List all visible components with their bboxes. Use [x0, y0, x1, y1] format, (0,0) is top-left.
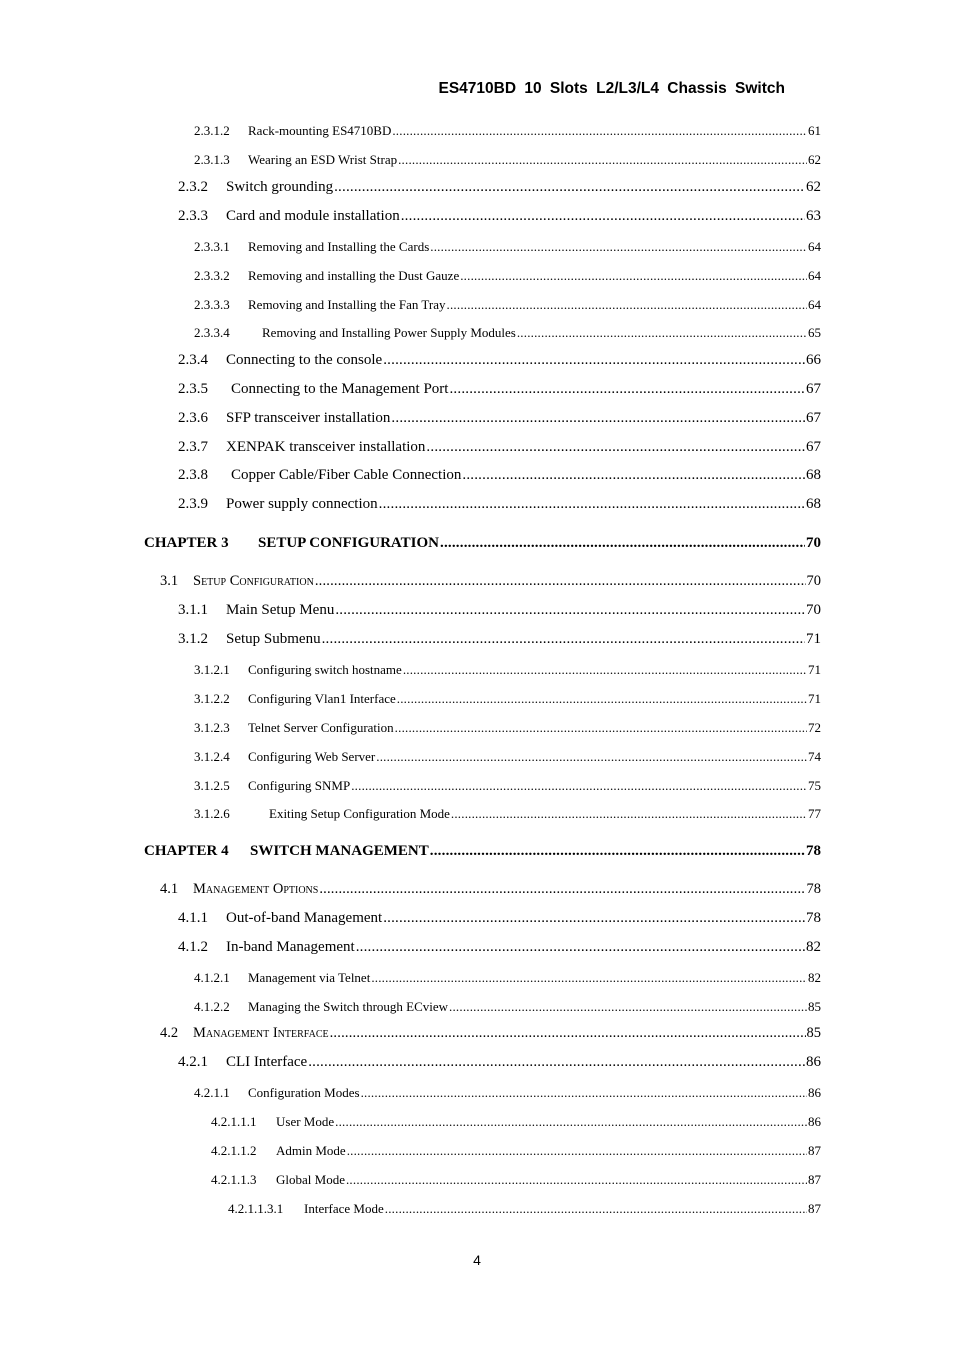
toc-entry-leader-dots [460, 268, 807, 284]
toc-entry[interactable] [211, 1143, 821, 1159]
toc-entry-number: 4.2.1.1.3 [211, 1172, 257, 1187]
toc-entry-leader-dots [451, 806, 807, 822]
toc-entry-page: 78 [806, 843, 821, 859]
toc-entry-page: 67 [806, 410, 821, 426]
toc-entry-leader-dots [462, 467, 805, 484]
toc-entry-page: 87 [808, 1201, 821, 1216]
toc-entry-page: 71 [806, 631, 821, 647]
toc-entry-leader-dots [335, 602, 805, 619]
toc-entry-page: 77 [808, 806, 821, 821]
toc-entry-leader-dots [335, 1114, 807, 1130]
toc-entry-leader-dots [330, 1025, 806, 1042]
toc-entry[interactable] [211, 1172, 821, 1188]
toc-entry-page: 68 [806, 496, 821, 512]
toc-entry-number: 2.3.3.2 [194, 268, 230, 283]
toc-entry-title: SWITCH MANAGEMENT [250, 843, 429, 859]
toc-entry[interactable] [144, 535, 821, 552]
toc-entry-title: Telnet Server Configuration [248, 720, 394, 735]
toc-entry-title: Global Mode [276, 1172, 345, 1187]
toc-entry-title: Removing and installing the Dust Gauze [248, 268, 460, 283]
toc-entry[interactable] [194, 720, 821, 736]
toc-entry-number: 2.3.3.3 [194, 297, 230, 312]
toc-entry-title: Configuring switch hostname [248, 662, 402, 677]
toc-entry-leader-dots [430, 843, 805, 860]
toc-entry-number: 4.1.2.2 [194, 999, 230, 1014]
toc-entry-page: 65 [808, 325, 821, 340]
toc-entry-page: 70 [806, 573, 821, 589]
toc-entry-number: 4.2 [160, 1025, 179, 1041]
toc-entry-title: Removing and Installing Power Supply Modules [262, 325, 516, 340]
toc-entry-leader-dots [395, 720, 807, 736]
toc-entry-title: Configuring SNMP [248, 778, 351, 793]
toc-entry[interactable] [194, 325, 821, 341]
toc-entry[interactable] [194, 691, 821, 707]
toc-entry[interactable] [178, 352, 821, 369]
toc-entry-title: Management Options [193, 881, 319, 897]
toc-entry-page: 63 [806, 208, 821, 224]
toc-entry[interactable] [194, 152, 821, 168]
toc-entry-leader-dots [371, 970, 807, 986]
toc-entry-page: 74 [808, 749, 821, 764]
toc-entry-number: 4.2.1 [178, 1054, 208, 1070]
toc-entry[interactable] [178, 439, 821, 456]
toc-entry[interactable] [178, 631, 821, 648]
toc-entry-number: 3.1.2.6 [194, 806, 230, 821]
toc-entry[interactable] [178, 410, 821, 427]
toc-entry-leader-dots [430, 239, 807, 255]
toc-entry-page: 67 [806, 381, 821, 397]
toc-entry-number: 4.1 [160, 881, 179, 897]
toc-entry-number: CHAPTER 3 [144, 535, 229, 551]
toc-entry[interactable] [194, 778, 821, 794]
toc-entry-number: 2.3.1.3 [194, 152, 230, 167]
toc-entry-leader-dots [356, 939, 805, 956]
toc-entry-page: 78 [806, 910, 821, 926]
toc-entry-page: 66 [806, 352, 821, 368]
toc-entry-page: 62 [808, 152, 821, 167]
toc-entry-number: 4.2.1.1 [194, 1085, 230, 1100]
toc-entry-title: Out-of-band Management [226, 910, 383, 926]
toc-entry-page: 85 [806, 1025, 821, 1041]
toc-entry-number: 4.2.1.1.2 [211, 1143, 257, 1158]
toc-entry-number: 2.3.5 [178, 381, 208, 397]
toc-entry-leader-dots [376, 749, 807, 765]
toc-entry-number: 3.1.2.4 [194, 749, 230, 764]
toc-entry-number: 3.1.2.1 [194, 662, 230, 677]
toc-entry[interactable] [211, 1114, 821, 1130]
toc-entry[interactable] [228, 1201, 821, 1217]
toc-entry-page: 86 [806, 1054, 821, 1070]
toc-entry-number: 2.3.1.2 [194, 123, 230, 138]
toc-entry-number: 4.1.2.1 [194, 970, 230, 985]
toc-entry[interactable] [194, 1085, 821, 1101]
toc-entry-leader-dots [398, 152, 807, 168]
toc-entry-number: 4.1.2 [178, 939, 208, 955]
toc-entry-leader-dots [346, 1172, 807, 1188]
toc-entry[interactable] [194, 297, 821, 313]
toc-entry-number: 2.3.8 [178, 467, 208, 483]
toc-entry[interactable] [178, 602, 821, 619]
toc-entry[interactable] [144, 843, 821, 860]
toc-entry-title: Connecting to the console [226, 352, 383, 368]
toc-entry[interactable] [194, 970, 821, 986]
toc-entry[interactable] [160, 573, 821, 590]
toc-entry-leader-dots [449, 999, 807, 1015]
toc-entry-page: 61 [808, 123, 821, 138]
toc-entry[interactable] [194, 806, 821, 822]
toc-entry-title: Removing and Installing the Fan Tray [248, 297, 446, 312]
toc-entry-leader-dots [379, 496, 805, 513]
toc-entry[interactable] [194, 239, 821, 255]
toc-entry-title: XENPAK transceiver installation [226, 439, 426, 455]
toc-entry-leader-dots [383, 910, 805, 927]
toc-entry-leader-dots [308, 1054, 805, 1071]
toc-entry-page: 64 [808, 268, 821, 283]
toc-entry-number: 4.1.1 [178, 910, 208, 926]
toc-entry-title: Card and module installation [226, 208, 400, 224]
toc-entry-page: 71 [808, 691, 821, 706]
toc-entry-number: 2.3.3.4 [194, 325, 230, 340]
toc-entry-page: 87 [808, 1172, 821, 1187]
toc-entry[interactable] [194, 999, 821, 1015]
toc-entry-number: 3.1.2.2 [194, 691, 230, 706]
toc-entry-title: Switch grounding [226, 179, 334, 195]
toc-entry-page: 75 [808, 778, 821, 793]
toc-entry-leader-dots [440, 535, 805, 552]
document-header-title: ES4710BD 10 Slots L2/L3/L4 Chassis Switch [438, 80, 785, 97]
toc-entry-number: 2.3.3.1 [194, 239, 230, 254]
toc-entry-title: SFP transceiver installation [226, 410, 391, 426]
toc-entry-title: Connecting to the Management Port [231, 381, 449, 397]
toc-entry-leader-dots [351, 778, 807, 794]
toc-entry-title: Wearing an ESD Wrist Strap [248, 152, 398, 167]
toc-entry[interactable] [194, 749, 821, 765]
toc-entry-title: In-band Management [226, 939, 355, 955]
toc-entry-page: 87 [808, 1143, 821, 1158]
toc-entry-page: 82 [806, 939, 821, 955]
toc-entry-leader-dots [403, 662, 807, 678]
toc-entry[interactable] [160, 1025, 821, 1042]
toc-entry-leader-dots [315, 573, 806, 590]
toc-entry-page: 64 [808, 239, 821, 254]
toc-entry-title: Configuring Vlan1 Interface [248, 691, 396, 706]
toc-entry-leader-dots [383, 352, 805, 369]
toc-entry-leader-dots [397, 691, 807, 707]
toc-entry-number: 4.2.1.1.3.1 [228, 1201, 284, 1216]
toc-entry-title: Configuration Modes [248, 1085, 360, 1100]
toc-entry[interactable] [178, 496, 821, 513]
toc-entry-page: 64 [808, 297, 821, 312]
toc-entry[interactable] [178, 208, 821, 225]
toc-entry[interactable] [160, 881, 821, 898]
toc-entry-page: 68 [806, 467, 821, 483]
toc-entry-leader-dots [392, 123, 807, 139]
toc-entry[interactable] [194, 123, 821, 139]
toc-entry-leader-dots [385, 1201, 807, 1217]
toc-entry-title: Admin Mode [276, 1143, 346, 1158]
toc-entry-page: 71 [808, 662, 821, 677]
toc-entry[interactable] [178, 939, 821, 956]
toc-entry-page: 85 [808, 999, 821, 1014]
toc-entry-title: Managing the Switch through ECview [248, 999, 449, 1014]
toc-entry-title: SETUP CONFIGURATION [258, 535, 439, 551]
toc-entry-title: Configuring Web Server [248, 749, 376, 764]
toc-entry-page: 72 [808, 720, 821, 735]
toc-entry-title: Main Setup Menu [226, 602, 335, 618]
toc-entry[interactable] [194, 268, 821, 284]
toc-entry-number: CHAPTER 4 [144, 843, 229, 859]
toc-entry-leader-dots [391, 410, 805, 427]
toc-entry-number: 2.3.6 [178, 410, 208, 426]
toc-entry-page: 78 [806, 881, 821, 897]
toc-entry-title: Setup Configuration [193, 573, 314, 589]
page-number: 4 [473, 1252, 481, 1268]
toc-entry-title: Removing and Installing the Cards [248, 239, 430, 254]
toc-entry-leader-dots [449, 381, 805, 398]
toc-entry-title: Management Interface [193, 1025, 329, 1041]
toc-entry[interactable] [178, 179, 821, 196]
toc-entry[interactable] [178, 467, 821, 484]
toc-entry-title: Power supply connection [226, 496, 378, 512]
toc-entry-page: 70 [806, 535, 821, 551]
toc-entry-title: CLI Interface [226, 1054, 308, 1070]
toc-entry-title: Setup Submenu [226, 631, 321, 647]
toc-entry-number: 3.1.2 [178, 631, 208, 647]
toc-entry-page: 70 [806, 602, 821, 618]
toc-entry-number: 3.1.1 [178, 602, 208, 618]
toc-entry-number: 3.1.2.5 [194, 778, 230, 793]
toc-entry-title: Copper Cable/Fiber Cable Connection [231, 467, 462, 483]
toc-entry-page: 86 [808, 1085, 821, 1100]
toc-entry-title: Interface Mode [304, 1201, 384, 1216]
toc-entry-title: Exiting Setup Configuration Mode [269, 806, 450, 821]
toc-entry-leader-dots [447, 297, 807, 313]
toc-entry-number: 2.3.4 [178, 352, 208, 368]
toc-entry-page: 62 [806, 179, 821, 195]
toc-entry-number: 3.1 [160, 573, 179, 589]
toc-entry-leader-dots [401, 208, 805, 225]
toc-entry-leader-dots [322, 631, 805, 648]
toc-entry-number: 2.3.3 [178, 208, 208, 224]
toc-entry-page: 82 [808, 970, 821, 985]
toc-entry-title: Rack-mounting ES4710BD [248, 123, 392, 138]
toc-entry-leader-dots [517, 325, 807, 341]
toc-entry-number: 2.3.9 [178, 496, 208, 512]
toc-entry[interactable] [178, 1054, 821, 1071]
toc-entry-title: User Mode [276, 1114, 335, 1129]
toc-entry[interactable] [194, 662, 821, 678]
toc-entry-title: Management via Telnet [248, 970, 371, 985]
toc-entry-leader-dots [334, 179, 805, 196]
toc-entry[interactable] [178, 910, 821, 927]
toc-entry-page: 86 [808, 1114, 821, 1129]
toc-entry-leader-dots [361, 1085, 807, 1101]
toc-entry-number: 4.2.1.1.1 [211, 1114, 257, 1129]
toc-entry-number: 2.3.7 [178, 439, 208, 455]
toc-entry-number: 2.3.2 [178, 179, 208, 195]
toc-entry-leader-dots [426, 439, 805, 456]
toc-entry-number: 3.1.2.3 [194, 720, 230, 735]
toc-entry-leader-dots [347, 1143, 807, 1159]
toc-entry-leader-dots [319, 881, 805, 898]
toc-entry[interactable] [178, 381, 821, 398]
toc-entry-page: 67 [806, 439, 821, 455]
